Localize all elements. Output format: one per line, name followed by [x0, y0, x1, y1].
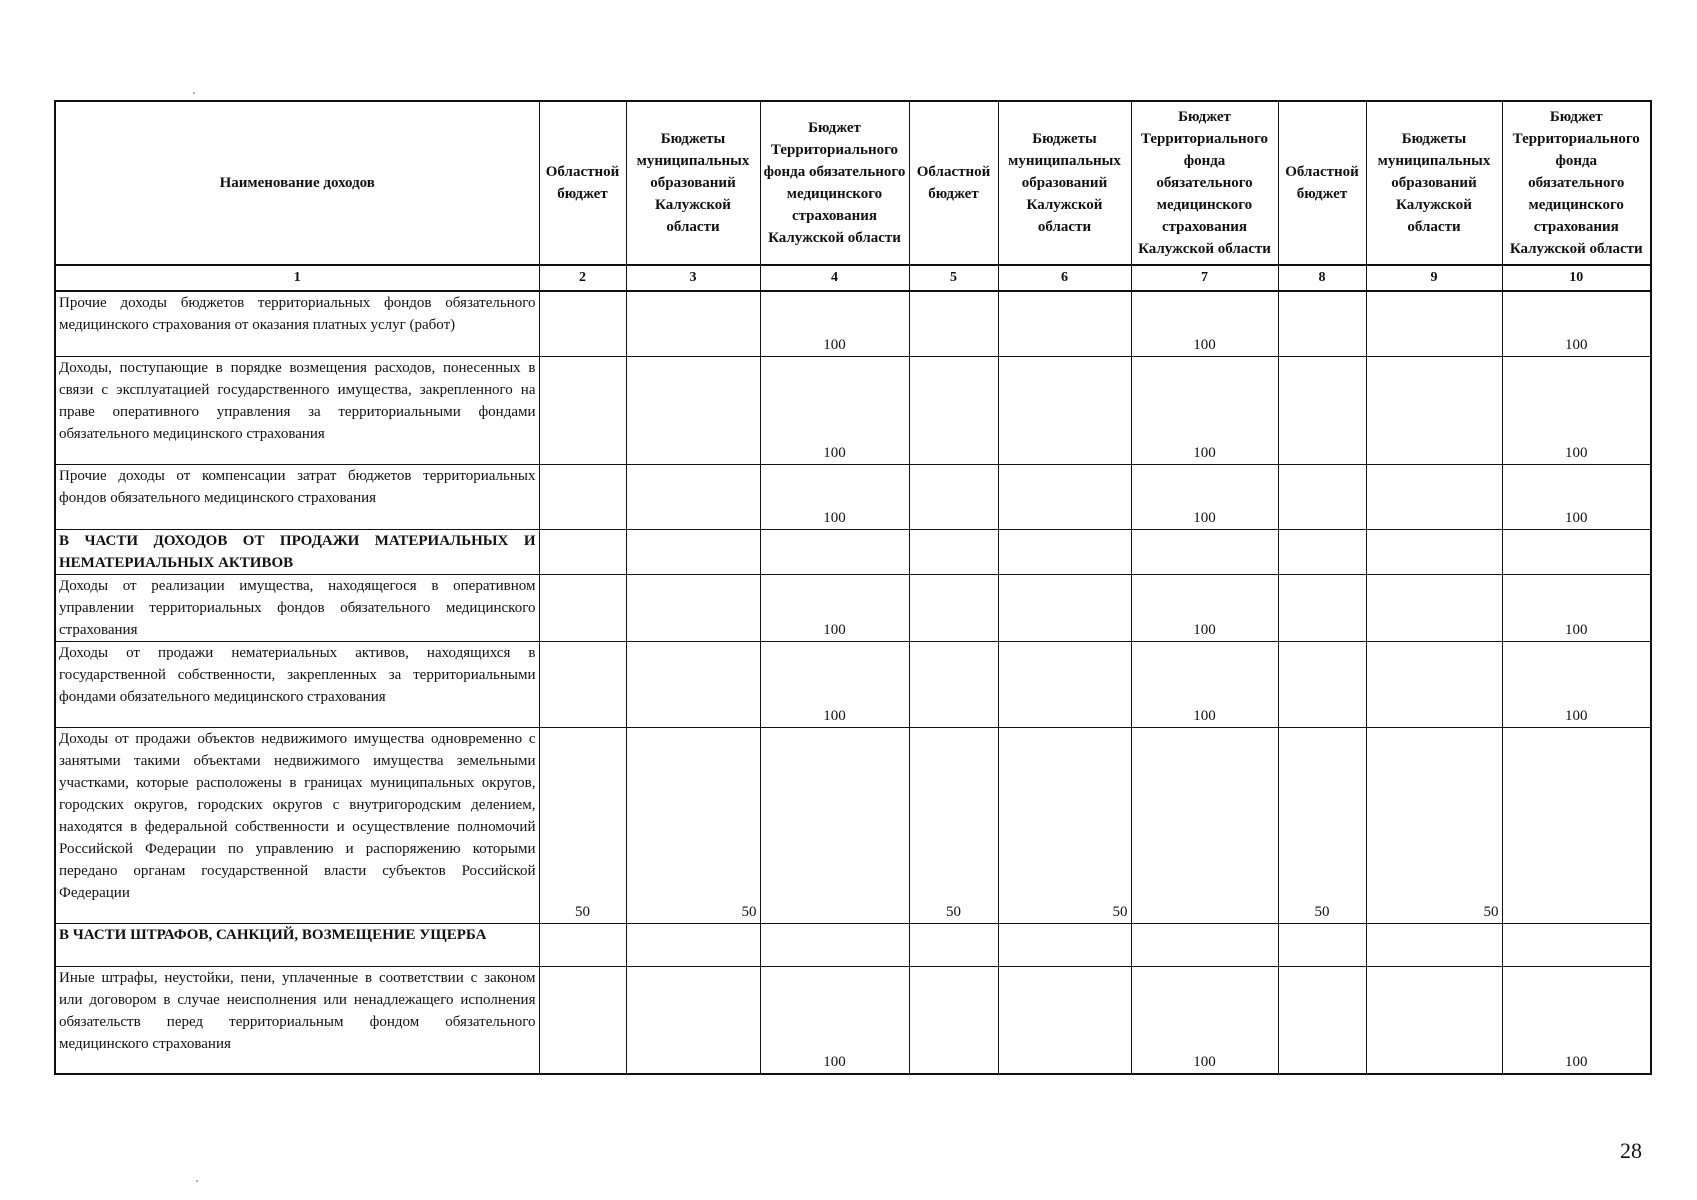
value-cell: 100: [760, 464, 909, 529]
value-cell: 50: [1366, 727, 1502, 923]
revenue-name: Доходы от продажи объектов недвижимого имущества одновременно с занятыми такими объектами недвижимого имущества земельными участками, которые расположены в границах муниципальных округов, городских округов, городских округов с внутригородским делением, находятся в федеральной собственности и осуществление полномочий Российской Федерации по управлению и распоряжению которыми передано органам государственной власти субъектов Российской Федерации: [55, 727, 539, 923]
header-col-5: Областной бюджет: [909, 101, 998, 265]
column-number: 1: [55, 265, 539, 291]
section-title: В ЧАСТИ ДОХОДОВ ОТ ПРОДАЖИ МАТЕРИАЛЬНЫХ И НЕМАТЕРИАЛЬНЫХ АКТИВОВ: [55, 529, 539, 574]
table-row: [55, 291, 1651, 356]
header-col-9: Бюджеты муниципальных образований Калужской области: [1366, 101, 1502, 265]
revenue-name: Доходы от продажи нематериальных активов, находящихся в государственной собственности, закрепленных за территориальными фондами обязательного медицинского страхования: [55, 641, 539, 727]
value-cell: 100: [1502, 641, 1651, 727]
value-cell: [1366, 966, 1502, 1074]
value-cell: [1131, 727, 1278, 923]
scan-speck: [196, 1180, 198, 1182]
value-cell: 100: [760, 356, 909, 464]
column-number: 7: [1131, 265, 1278, 291]
value-cell: [1366, 356, 1502, 464]
header-col-8: Областной бюджет: [1278, 101, 1366, 265]
value-cell: [760, 727, 909, 923]
column-number-row: [55, 265, 1651, 291]
value-cell: [1278, 356, 1366, 464]
value-cell: 50: [1278, 727, 1366, 923]
value-cell: 100: [760, 641, 909, 727]
value-cell: [539, 641, 626, 727]
value-cell: 100: [1502, 574, 1651, 641]
value-cell: [1366, 464, 1502, 529]
value-cell: [998, 464, 1131, 529]
value-cell: [1366, 641, 1502, 727]
value-cell: 100: [760, 574, 909, 641]
section-title: В ЧАСТИ ШТРАФОВ, САНКЦИЙ, ВОЗМЕЩЕНИЕ УЩЕРБА: [55, 923, 539, 966]
value-cell: [539, 464, 626, 529]
value-cell: [1278, 641, 1366, 727]
value-cell: [626, 464, 760, 529]
revenue-name: Прочие доходы бюджетов территориальных фондов обязательного медицинского страхования от оказания платных услуг (работ): [55, 291, 539, 356]
value-cell: 50: [998, 727, 1131, 923]
section-row: [55, 923, 1651, 966]
value-cell: [998, 966, 1131, 1074]
scan-speck: [193, 92, 195, 94]
value-cell: 50: [539, 727, 626, 923]
value-cell: [539, 966, 626, 1074]
revenue-name: Доходы от реализации имущества, находящегося в оперативном управлении территориальных фондов обязательного медицинского страхования: [55, 574, 539, 641]
column-number: 3: [626, 265, 760, 291]
header-col-4: Бюджет Территориального фонда обязательного медицинского страхования Калужской области: [760, 101, 909, 265]
table-row: [55, 356, 1651, 464]
header-col-3: Бюджеты муниципальных образований Калужской области: [626, 101, 760, 265]
section-row: [55, 529, 1651, 574]
revenue-distribution-table-wrapper: [54, 100, 1652, 1075]
value-cell: [909, 464, 998, 529]
value-cell: [1278, 574, 1366, 641]
value-cell: [539, 356, 626, 464]
revenue-distribution-table: [54, 100, 1652, 1075]
value-cell: 100: [760, 291, 909, 356]
value-cell: [998, 291, 1131, 356]
revenue-name: Иные штрафы, неустойки, пени, уплаченные в соответствии с законом или договором в случае неисполнения или ненадлежащего исполнения обязательств перед территориальным фондом обязательного медицинского страхования: [55, 966, 539, 1074]
value-cell: 100: [1131, 291, 1278, 356]
value-cell: [909, 356, 998, 464]
table-row: [55, 641, 1651, 727]
value-cell: 50: [909, 727, 998, 923]
value-cell: [539, 291, 626, 356]
column-number: 10: [1502, 265, 1651, 291]
value-cell: 100: [1502, 966, 1651, 1074]
column-number: 2: [539, 265, 626, 291]
column-number: 9: [1366, 265, 1502, 291]
column-number: 8: [1278, 265, 1366, 291]
value-cell: 100: [1131, 356, 1278, 464]
value-cell: [998, 574, 1131, 641]
column-number: 5: [909, 265, 998, 291]
value-cell: [1366, 574, 1502, 641]
table-row: [55, 966, 1651, 1074]
value-cell: [998, 356, 1131, 464]
value-cell: [1278, 464, 1366, 529]
value-cell: [626, 574, 760, 641]
value-cell: [626, 641, 760, 727]
header-col-10: Бюджет Территориального фонда обязательного медицинского страхования Калужской области: [1502, 101, 1651, 265]
value-cell: 100: [1131, 464, 1278, 529]
column-number: 6: [998, 265, 1131, 291]
revenue-name: Прочие доходы от компенсации затрат бюджетов территориальных фондов обязательного медицинского страхования: [55, 464, 539, 529]
value-cell: [1502, 727, 1651, 923]
table-row: [55, 727, 1651, 923]
value-cell: 100: [1502, 464, 1651, 529]
value-cell: [909, 291, 998, 356]
table-row: [55, 574, 1651, 641]
value-cell: 100: [1502, 291, 1651, 356]
value-cell: [1278, 291, 1366, 356]
column-number: 4: [760, 265, 909, 291]
value-cell: [626, 291, 760, 356]
value-cell: [909, 574, 998, 641]
value-cell: [909, 966, 998, 1074]
header-col-7: Бюджет Территориального фонда обязательного медицинского страхования Калужской области: [1131, 101, 1278, 265]
value-cell: [998, 641, 1131, 727]
value-cell: 100: [1131, 641, 1278, 727]
value-cell: 100: [1502, 356, 1651, 464]
value-cell: [626, 356, 760, 464]
value-cell: [626, 966, 760, 1074]
page-number: 28: [1620, 1138, 1642, 1163]
value-cell: [909, 641, 998, 727]
value-cell: [539, 574, 626, 641]
table-row: [55, 464, 1651, 529]
value-cell: 100: [1131, 966, 1278, 1074]
header-col-6: Бюджеты муниципальных образований Калужской области: [998, 101, 1131, 265]
value-cell: [1278, 966, 1366, 1074]
value-cell: 50: [626, 727, 760, 923]
header-name-column: Наименование доходов: [55, 101, 539, 265]
value-cell: 100: [760, 966, 909, 1074]
revenue-name: Доходы, поступающие в порядке возмещения расходов, понесенных в связи с эксплуатацией государственного имущества, закрепленного на праве оперативного управления за территориальными фондами обязательного медицинского страхования: [55, 356, 539, 464]
value-cell: [1366, 291, 1502, 356]
value-cell: 100: [1131, 574, 1278, 641]
header-row: [55, 101, 1651, 265]
header-col-2: Областной бюджет: [539, 101, 626, 265]
